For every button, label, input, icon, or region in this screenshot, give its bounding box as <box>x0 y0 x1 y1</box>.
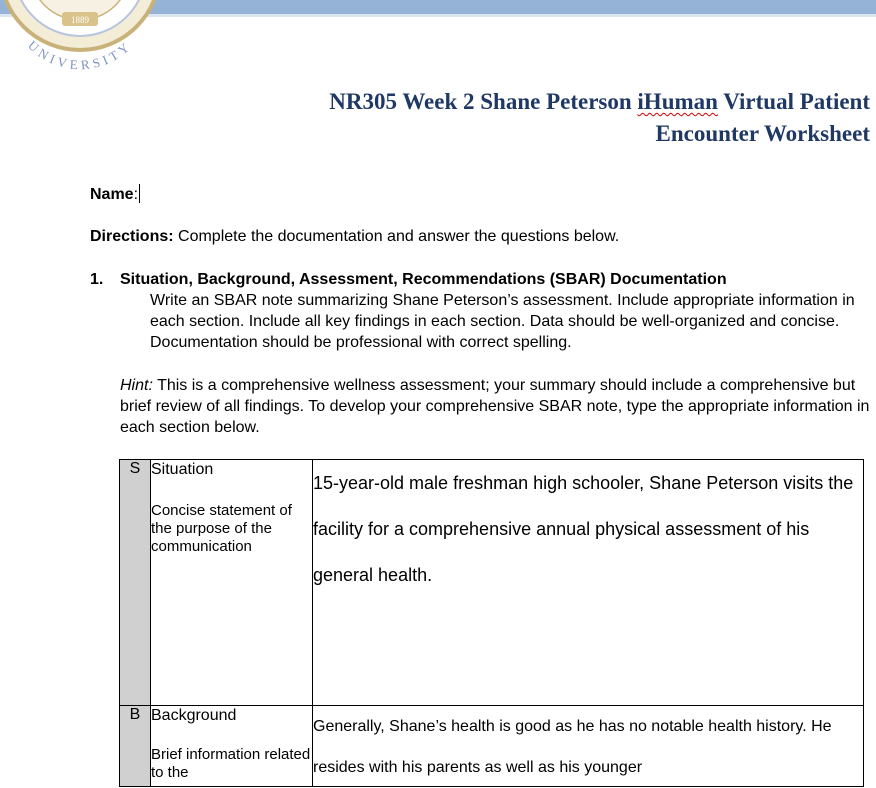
sbar-section-title: Situation <box>151 461 214 478</box>
title-line2: Encounter Worksheet <box>655 121 870 146</box>
sbar-label-cell <box>151 460 313 706</box>
sbar-row-background <box>120 706 864 787</box>
sbar-letter: B <box>120 706 151 787</box>
sbar-row-situation <box>120 460 864 706</box>
directions-label: Directions: <box>90 228 174 245</box>
sbar-situation-text[interactable]: 15-year-old male freshman high schooler, Shane Peterson visits the facility for a comprehensive annual physical assessment of his general health. <box>313 473 854 585</box>
sbar-table <box>119 459 864 787</box>
hint-label: Hint: <box>120 377 153 394</box>
seal-year: 1889 <box>71 15 89 25</box>
hint-text: This is a comprehensive wellness assessment; your summary should include a comprehensive but brief review of all findings. To develop your comprehensive SBAR note, type the appropriate information in each section below. <box>120 377 870 436</box>
sbar-section-description: Brief information related to the <box>151 746 311 781</box>
directions <box>90 227 619 247</box>
university-seal-logo <box>0 0 160 72</box>
text-cursor <box>139 184 140 203</box>
question-heading: Situation, Background, Assessment, Recommendations (SBAR) Documentation <box>120 271 727 288</box>
sbar-content-cell[interactable] <box>313 706 864 787</box>
name-colon: : <box>133 186 139 203</box>
name-label: Name <box>90 186 134 203</box>
seal-arc-text: UNIVERSITY <box>25 37 135 72</box>
hint-paragraph <box>120 375 870 438</box>
title-line1-part1: NR305 Week 2 Shane Peterson <box>329 89 638 114</box>
name-field[interactable] <box>90 184 140 205</box>
sbar-letter: S <box>120 460 151 706</box>
sbar-section-title: Background <box>151 707 237 724</box>
title-line1-part2: Virtual Patient <box>717 89 870 114</box>
title-spellcheck-word[interactable]: iHuman <box>637 89 718 114</box>
question-number: 1. <box>90 271 104 288</box>
page-title <box>329 86 870 150</box>
question-body: Write an SBAR note summarizing Shane Peterson’s assessment. Include appropriate information in each section. Include all key findings in each section. Data should be well-organized and concise. Documentation should be professional with correct spelling. <box>150 292 855 351</box>
sbar-section-description: Concise statement of the purpose of the communication <box>151 502 292 555</box>
sbar-label-cell <box>151 706 313 787</box>
sbar-content-cell[interactable] <box>313 460 864 706</box>
directions-text: Complete the documentation and answer the questions below. <box>173 228 620 245</box>
sbar-background-text[interactable]: Generally, Shane’s health is good as he has no notable health history. He resides with his parents as well as his younger <box>313 718 832 776</box>
